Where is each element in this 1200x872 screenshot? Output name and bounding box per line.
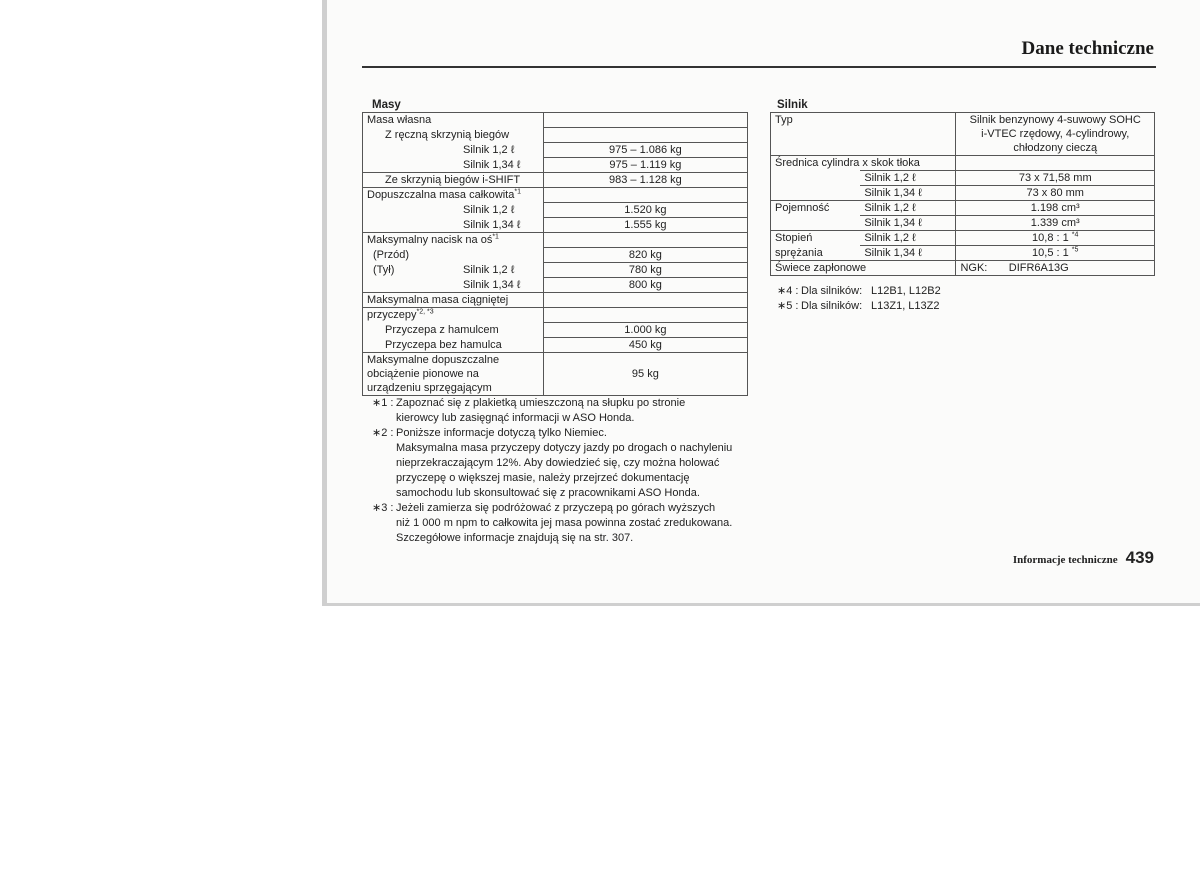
note-mark: ∗5 : (777, 300, 799, 312)
masy-value (543, 218, 747, 233)
masy-value (543, 323, 747, 338)
silnik-title: Silnik (777, 99, 808, 111)
masy-row (363, 293, 748, 308)
page-number: 439 (1125, 548, 1154, 567)
masy-value (543, 113, 747, 128)
stopien-label: sprężania (771, 246, 861, 261)
masy-row (363, 233, 748, 248)
stopien-sub: Silnik 1,34 ℓ (860, 246, 956, 261)
masy-label (363, 338, 544, 353)
footer-text: Informacje techniczne (1012, 554, 1118, 566)
masy-value (543, 338, 747, 353)
masy-label (363, 263, 544, 278)
typ-value-line: i-VTEC rzędowy, 4-cylindrowy, (981, 128, 1130, 140)
masy-row (363, 113, 748, 128)
masy-row (363, 188, 748, 203)
masy-value (543, 308, 747, 323)
footnote-line: niż 1 000 m npm to całkowita jej masa powinna zostać zredukowana. (396, 517, 733, 529)
section-title: Dane techniczne (1021, 38, 1154, 59)
stopien-value-text: 10,5 : 1 (1032, 247, 1069, 259)
footnote-line: samochodu lub skonsultować się z pracownikami ASO Honda. (396, 487, 700, 499)
masy-value-text: 1.000 kg (624, 324, 667, 336)
masy-label-text: (Tył) (373, 263, 395, 276)
masy-row (363, 263, 748, 278)
header-rule (362, 66, 1156, 68)
masy-label-sup: *1 (492, 233, 499, 241)
masy-row (363, 248, 748, 263)
stopien-value (956, 231, 1155, 246)
footnote-line: Poniższe informacje dotyczą tylko Niemiec. (396, 427, 607, 439)
masy-label-text: Silnik 1,34 ℓ (463, 278, 521, 291)
masy-value (543, 158, 747, 173)
masy-value-text: 820 kg (628, 249, 662, 261)
footnote-line: Maksymalna masa przyczepy dotyczy jazdy po drogach o nachyleniu (396, 442, 733, 454)
srednica-spacer (956, 156, 1155, 171)
footnote-line: przyczepę o większej masie, należy przejrzeć dokumentację (396, 472, 690, 484)
silnik-table (770, 112, 1155, 276)
stopien-row (771, 246, 1155, 261)
masy-value-text: 1.555 kg (624, 219, 667, 231)
srednica-sub: Silnik 1,2 ℓ (860, 171, 956, 186)
masy-value (543, 188, 747, 203)
masy-label-line: urządzeniu sprzęgającym (367, 382, 492, 394)
masy-value (543, 173, 747, 188)
masy-value-text: 983 – 1.128 kg (608, 174, 682, 186)
masy-row (363, 218, 748, 233)
masy-label-text: Maksymalny nacisk na oś (367, 234, 493, 246)
engine-note (777, 284, 941, 299)
masy-value (543, 128, 747, 143)
pojemnosc-row (771, 216, 1155, 231)
masy-value (543, 293, 747, 308)
masy-label-text: Masa własna (367, 114, 432, 126)
masy-label-text: Silnik 1,34 ℓ (463, 218, 521, 231)
note-value: L12B1, L12B2 (871, 285, 941, 297)
srednica-value: 73 x 71,58 mm (956, 171, 1155, 186)
engine-footnotes (777, 284, 941, 314)
masy-footnotes (372, 396, 762, 546)
masy-label (363, 323, 544, 338)
footnote-mark: ∗3 : (372, 502, 394, 514)
srednica-row (771, 186, 1155, 201)
masy-value-text: 780 kg (628, 264, 662, 276)
masy-row (363, 173, 748, 188)
masy-label-text: Przyczepa bez hamulca (385, 338, 502, 351)
masy-label-text: Z ręczną skrzynią biegów (385, 128, 510, 141)
masy-row (363, 143, 748, 158)
swiece-value: DIFR6A13G (1008, 262, 1069, 274)
masy-row (363, 353, 748, 396)
masy-label-text: Maksymalna masa ciągniętej (367, 294, 509, 306)
typ-row (771, 113, 1155, 156)
masy-label (363, 308, 544, 323)
masy-label (363, 218, 544, 233)
typ-value-line: Silnik benzynowy 4-suwowy SOHC (969, 114, 1141, 126)
stopien-sub: Silnik 1,2 ℓ (860, 231, 956, 246)
masy-row (363, 338, 748, 353)
pojemnosc-row (771, 201, 1155, 216)
srednica-sub: Silnik 1,34 ℓ (860, 186, 956, 201)
masy-label-line: Maksymalne dopuszczalne (367, 354, 500, 366)
footnote-line: nieprzekraczającym 12%. Aby dowiedzieć się, czy można holować (396, 457, 720, 469)
masy-value-text: 1.520 kg (624, 204, 667, 216)
footnote (372, 396, 762, 426)
masy-table (362, 112, 748, 396)
masy-label (363, 128, 544, 143)
pojemnosc-sub: Silnik 1,2 ℓ (860, 201, 956, 216)
footnote-body (396, 426, 732, 501)
masy-label-sub: Silnik 1,2 ℓ (463, 263, 515, 276)
masy-value-text: 800 kg (628, 279, 662, 291)
manual-page (322, 0, 1200, 606)
masy-label (363, 248, 544, 263)
srednica-row (771, 156, 1155, 171)
footnote-mark: ∗1 : (372, 397, 394, 409)
pojemnosc-value: 1.339 cm³ (956, 216, 1155, 231)
masy-value (543, 143, 747, 158)
typ-value (956, 113, 1155, 156)
masy-label-text: Przyczepa z hamulcem (385, 323, 499, 336)
masy-label-text: Ze skrzynią biegów i-SHIFT (385, 174, 521, 186)
stopien-sup: *4 (1071, 231, 1079, 239)
masy-row (363, 158, 748, 173)
masy-label (363, 203, 544, 218)
masy-label (363, 293, 544, 308)
masy-label-text: (Przód) (373, 248, 410, 261)
srednica-row (771, 171, 1155, 186)
footnote-line: Szczegółowe informacje znajdują się na str. 307. (396, 532, 634, 544)
footnote-line: Jeżeli zamierza się podróżować z przyczepą po górach wyższych (396, 502, 716, 514)
masy-value (543, 263, 747, 278)
masy-label (363, 143, 544, 158)
pojemnosc-value: 1.198 cm³ (956, 201, 1155, 216)
masy-label-text: przyczepy (367, 309, 417, 321)
footnote-line: Zapoznać się z plakietką umieszczoną na słupku po stronie (396, 397, 686, 409)
masy-value (543, 203, 747, 218)
masy-value-text: 450 kg (628, 339, 662, 351)
masy-label (363, 233, 544, 248)
swiece-row (771, 261, 1155, 276)
note-mark: ∗4 : (777, 285, 799, 297)
masy-value (543, 278, 747, 293)
stopien-label: Stopień (771, 231, 861, 246)
masy-label-sup: *2, *3 (416, 308, 434, 316)
masy-value: 95 kg (543, 353, 747, 396)
masy-row (363, 278, 748, 293)
note-value: L13Z1, L13Z2 (871, 300, 940, 312)
pojemnosc-label: Pojemność (771, 201, 861, 216)
stopien-value-text: 10,8 : 1 (1032, 232, 1069, 244)
note-label: Dla silników: (801, 285, 863, 297)
pojemnosc-sub: Silnik 1,34 ℓ (860, 216, 956, 231)
footnote-body (396, 501, 732, 546)
masy-row (363, 203, 748, 218)
typ-label: Typ (771, 113, 956, 156)
masy-value-text: 975 – 1.086 kg (608, 144, 682, 156)
footnote-mark: ∗2 : (372, 427, 394, 439)
masy-value (543, 248, 747, 263)
masy-label-line: obciążenie pionowe na (367, 368, 479, 380)
swiece-value-cell (956, 261, 1155, 276)
masy-label-text: Dopuszczalna masa całkowita (367, 189, 515, 201)
stopien-value (956, 246, 1155, 261)
masy-label (363, 173, 544, 188)
masy-value-text: 975 – 1.119 kg (609, 159, 682, 171)
masy-label (363, 188, 544, 203)
footnote (372, 501, 762, 546)
srednica-label: Średnica cylindra x skok tłoka (771, 156, 956, 171)
masy-label (363, 278, 544, 293)
swiece-brand: NGK: (960, 262, 988, 274)
stopien-sup: *5 (1071, 246, 1079, 254)
masy-label-sup: *1 (514, 188, 521, 196)
page-footer (1013, 548, 1154, 568)
typ-value-line: chłodzony cieczą (1013, 142, 1098, 154)
masy-label (363, 353, 544, 396)
stopien-row (771, 231, 1155, 246)
masy-row (363, 323, 748, 338)
engine-note (777, 299, 941, 314)
masy-value (543, 233, 747, 248)
footnote-line: kierowcy lub zasięgnąć informacji w ASO Honda. (396, 412, 635, 424)
masy-title: Masy (372, 99, 401, 111)
masy-row (363, 128, 748, 143)
masy-row (363, 308, 748, 323)
footnote (372, 426, 762, 501)
note-label: Dla silników: (801, 300, 863, 312)
masy-label-text: Silnik 1,2 ℓ (463, 203, 515, 216)
masy-label (363, 113, 544, 128)
masy-label-text: Silnik 1,2 ℓ (463, 143, 515, 156)
masy-label (363, 158, 544, 173)
footnote-body (396, 396, 685, 426)
srednica-value: 73 x 80 mm (956, 186, 1155, 201)
masy-label-text: Silnik 1,34 ℓ (463, 158, 521, 171)
swiece-label: Świece zapłonowe (771, 261, 956, 276)
